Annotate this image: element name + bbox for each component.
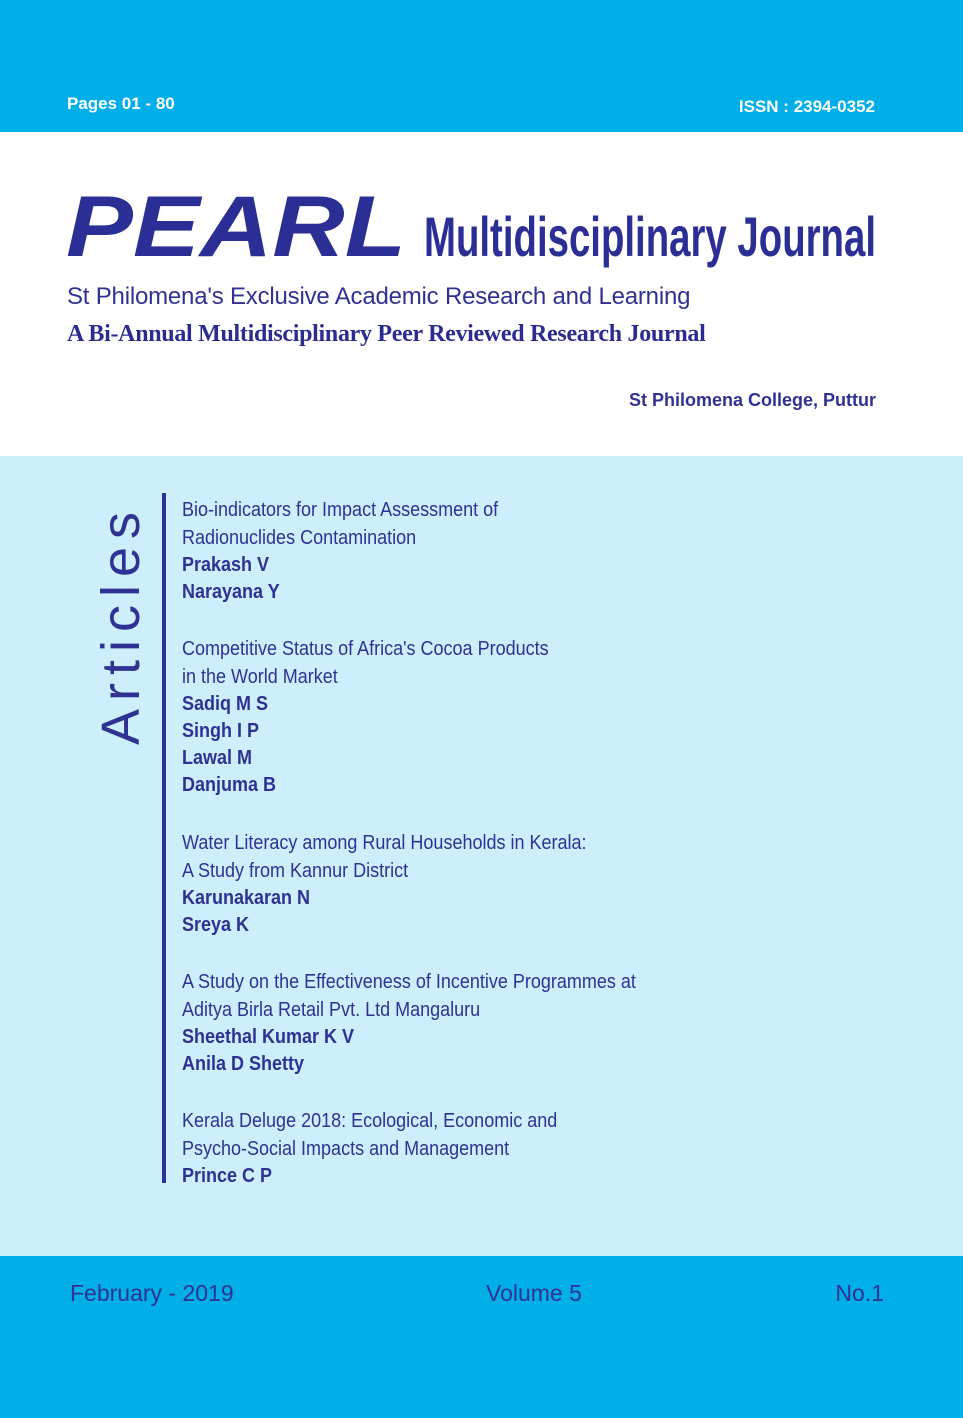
article-title-line: Water Literacy among Rural Households in Kerala:: [182, 832, 587, 854]
article-title-line: Kerala Deluge 2018: Ecological, Economic and: [182, 1110, 558, 1132]
subtitle-line-2: A Bi-Annual Multidisciplinary Peer Reviewed Research Journal: [67, 321, 706, 347]
issue-date: February - 2019: [70, 1280, 234, 1306]
logo-journal: Multidisciplinary Journal: [424, 205, 876, 268]
article-author: Lawal M: [182, 747, 253, 769]
article-title-line: Bio-indicators for Impact Assessment of: [182, 499, 499, 521]
subtitle-line-1: St Philomena's Exclusive Academic Research and Learning: [67, 283, 691, 310]
issue-number: No.1: [835, 1280, 884, 1306]
journal-logo: [62, 178, 882, 278]
article-1: [182, 496, 533, 606]
article-5: [182, 1107, 599, 1190]
article-author: Anila D Shetty: [182, 1053, 305, 1075]
article-title-line: Radionuclides Contamination: [182, 527, 417, 549]
article-2: [182, 635, 589, 799]
article-author: Prakash V: [182, 554, 270, 576]
page-range: Pages 01 - 80: [67, 94, 175, 113]
logo-pearl: PEARL: [66, 179, 406, 275]
article-title-line: Competitive Status of Africa's Cocoa Products: [182, 638, 549, 660]
articles-divider: [162, 493, 166, 1183]
article-author: Karunakaran N: [182, 887, 311, 909]
article-title-line: Psycho-Social Impacts and Management: [182, 1138, 510, 1160]
college-name: St Philomena College, Puttur: [628, 390, 876, 410]
articles-label: Articles: [91, 503, 151, 745]
article-title-line: A Study from Kannur District: [182, 860, 409, 882]
article-author: Singh I P: [182, 720, 260, 742]
article-author: Danjuma B: [182, 774, 277, 796]
issn: ISSN : 2394-0352: [738, 97, 875, 116]
article-title-line: A Study on the Effectiveness of Incentive Programmes at: [182, 971, 636, 993]
article-4: [182, 968, 686, 1078]
article-author: Sheethal Kumar K V: [182, 1026, 355, 1048]
article-author: Sadiq M S: [182, 693, 269, 715]
article-author: Sreya K: [182, 914, 250, 936]
article-author: Prince C P: [182, 1165, 273, 1187]
article-title-line: Aditya Birla Retail Pvt. Ltd Mangaluru: [182, 999, 481, 1021]
article-3: [182, 829, 631, 939]
article-title-line: in the World Market: [182, 666, 338, 688]
article-author: Narayana Y: [182, 581, 280, 603]
issue-volume: Volume 5: [486, 1280, 582, 1306]
